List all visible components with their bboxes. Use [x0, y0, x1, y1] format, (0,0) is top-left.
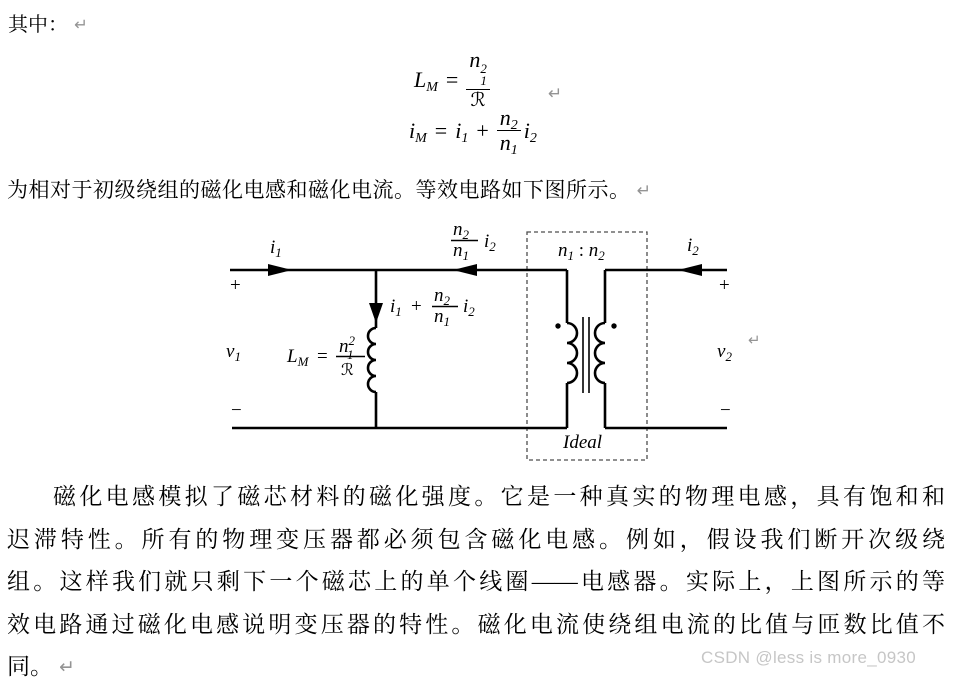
f1-numerator: n 2 1: [466, 49, 490, 90]
return-mark-icon: ↵: [548, 84, 563, 104]
label-branch-i1: $i_1$: [390, 296, 402, 319]
equals-sign: =: [445, 66, 459, 92]
primary-dot-icon: [555, 323, 560, 328]
formula-magnetizing-current: [409, 105, 537, 159]
return-mark-icon: ↵: [74, 15, 88, 34]
v2-plus-sign: +: [719, 275, 730, 296]
f2-term-i1: $i_1$: [455, 117, 469, 146]
label-LM-num: $n^2$ 1: [339, 333, 355, 362]
label-turns-ratio: $n_1$ : $n_2$: [558, 240, 605, 263]
intro-sentence: 为相对于初级绕组的磁化电感和磁化电流。等效电路如下图所示。 ↵: [7, 178, 652, 202]
plus-sign: +: [476, 117, 489, 143]
label-v2: $v_2$: [717, 341, 732, 364]
paragraph-line: 组。这样我们就只剩下一个磁芯上的单个线圈——电感器。实际上，上图所示的等: [7, 569, 945, 595]
return-mark-icon: ↵: [748, 331, 761, 349]
f2-turns-ratio-fraction: $\frac{n_2}{n_1}$: [497, 107, 521, 155]
paragraph-line: 迟滞特性。所有的物理变压器都必须包含磁化电感。例如，假设我们断开次级绕: [7, 526, 945, 552]
return-mark-icon: ↵: [59, 656, 75, 679]
paragraph-line: 同。 ↵: [7, 654, 75, 680]
label-reflected-i2: $i_2$: [484, 231, 496, 254]
equals-sign: =: [434, 117, 448, 143]
secondary-winding-coil: [595, 323, 605, 383]
label-v1: $v_1$: [226, 341, 241, 364]
paragraph-line: 磁化电感模拟了磁芯材料的磁化强度。它是一种真实的物理电感，具有饱和和: [53, 484, 945, 509]
magnetizing-inductor-coil: [368, 328, 376, 392]
label-ideal: Ideal: [563, 432, 603, 453]
v2-minus-sign: −: [720, 400, 731, 421]
f1-fraction: [466, 49, 490, 110]
f1-lhs: $L_M$: [414, 66, 438, 95]
current-arrow-down-icon: [369, 303, 383, 323]
reflected-current-arrow-left-icon: [453, 264, 477, 276]
equivalent-circuit-diagram: [190, 215, 790, 470]
lead-in-label: 其中：: [8, 14, 68, 36]
secondary-dot-icon: [611, 323, 616, 328]
label-branch-den: $n_1$: [434, 306, 450, 329]
label-reflected-den: $n_1$: [453, 240, 469, 263]
formula-magnetizing-inductance: [414, 49, 490, 110]
label-LM: $L_M$: [287, 346, 309, 369]
v1-plus-sign: +: [230, 275, 241, 296]
f2-term-i2: $i_2$: [523, 117, 537, 146]
f2-lhs: $i_M$: [409, 117, 427, 146]
paragraph-line: 效电路通过磁化电感说明变压器的特性。磁化电流使绕组电流的比值与匝数比值不: [7, 611, 945, 637]
label-i2: $i_2$: [687, 235, 699, 258]
label-branch-i2: $i_2$: [463, 296, 475, 319]
i1-arrow-right-icon: [268, 264, 292, 276]
primary-winding-coil: [567, 323, 577, 383]
plus-sign: +: [411, 296, 422, 317]
i2-arrow-left-icon: [678, 264, 702, 276]
label-LM-den-reluctance: ℛ: [341, 362, 354, 379]
label-reflected-num: $n_2$: [453, 219, 469, 242]
ideal-transformer-box: [527, 232, 647, 460]
csdn-watermark: CSDN @less is more_0930: [701, 648, 917, 667]
equals-sign: =: [317, 346, 328, 367]
f1-denominator-reluctance: ℛ: [470, 89, 486, 111]
label-i1: $i_1$: [270, 237, 282, 260]
lead-in-text: [8, 8, 88, 37]
return-mark-icon: ↵: [636, 181, 652, 201]
label-branch-num: $n_2$: [434, 285, 450, 308]
v1-minus-sign: −: [231, 400, 242, 421]
